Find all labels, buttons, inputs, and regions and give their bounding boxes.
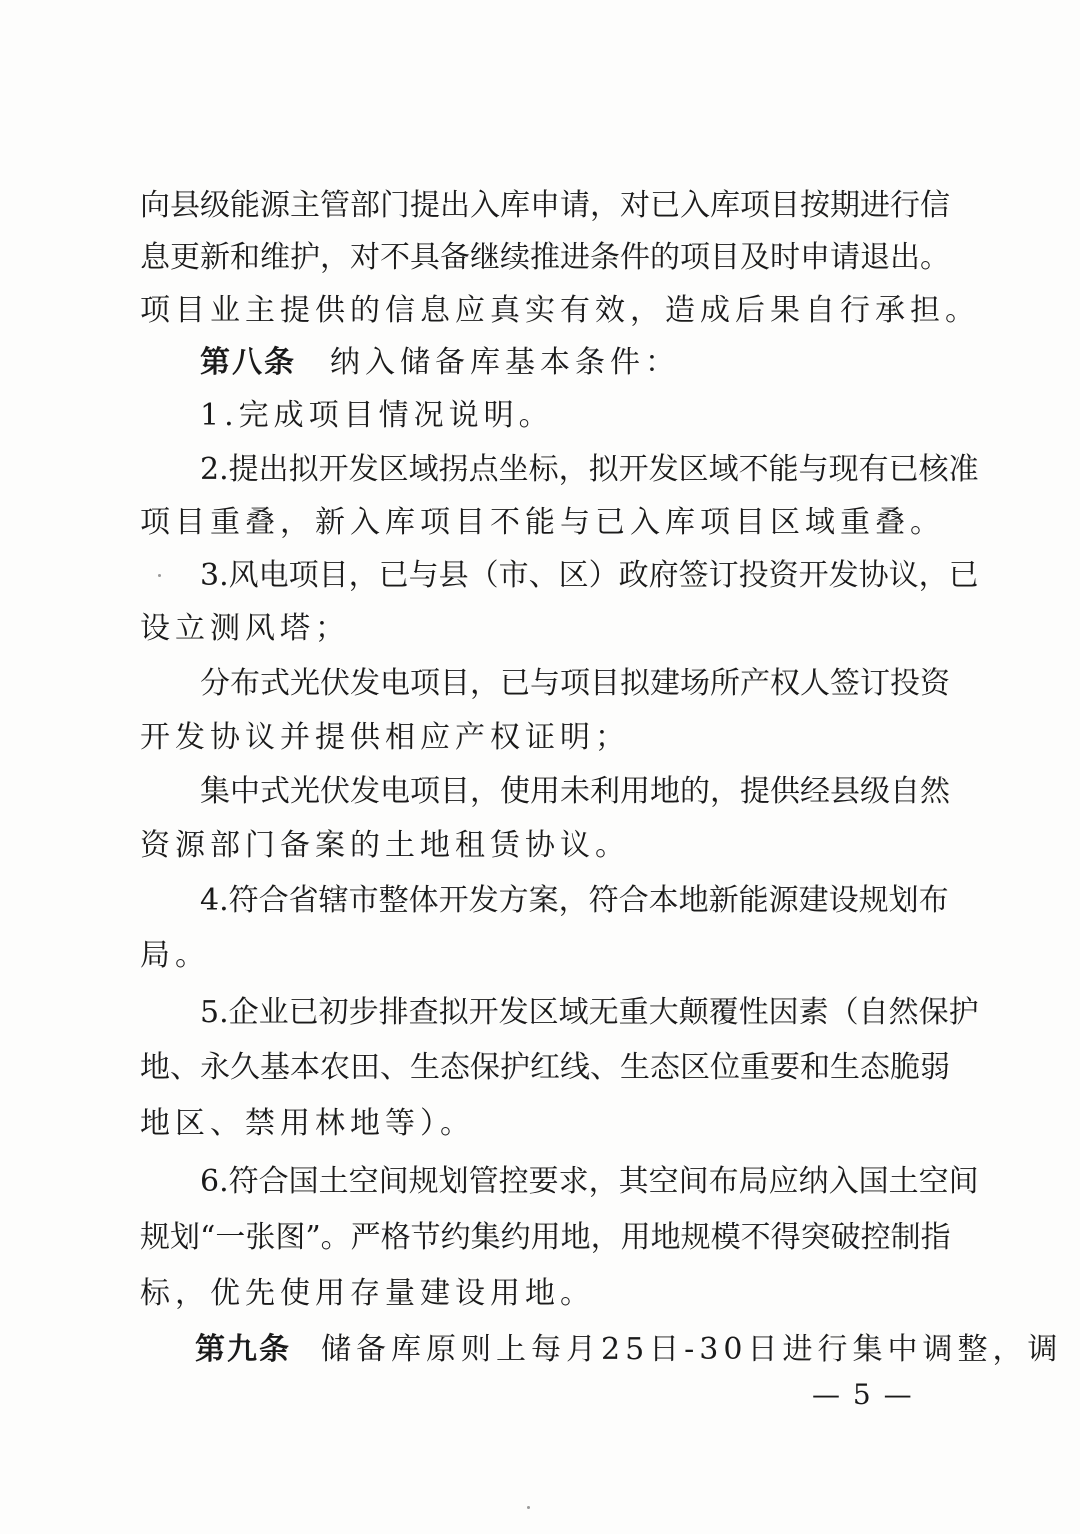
text-line: 项目重叠，新入库项目不能与已入库项目区域重叠。 (140, 505, 945, 540)
article-heading: 第九条 (195, 1332, 291, 1367)
text-line: 资源部门备案的土地租赁协议。 (140, 828, 630, 863)
page-number: — 5 — (812, 1378, 914, 1411)
text-line: 息更新和维护，对不具备继续推进条件的项目及时申请退出。 (140, 240, 950, 275)
text-line: 6.符合国土空间规划管控要求，其空间布局应纳入国土空间 (200, 1164, 979, 1199)
article-text: 纳入储备库基本条件： (330, 345, 680, 380)
text-line: 向县级能源主管部门提出入库申请，对已入库项目按期进行信 (140, 188, 950, 223)
text-line: 5.企业已初步排查拟开发区域无重大颠覆性因素（自然保护 (200, 995, 979, 1030)
article-9 (195, 1330, 1063, 1370)
text-line: 地区、禁用林地等）。 (140, 1106, 475, 1141)
article-heading: 第八条 (200, 345, 296, 380)
article-text: 储备库原则上每月25日-30日进行集中调整，调 (321, 1332, 1063, 1367)
text-line: 标，优先使用存量建设用地。 (140, 1276, 595, 1311)
article-8 (200, 343, 940, 383)
text-line: 设立测风塔； (140, 611, 350, 646)
text-line: 2.提出拟开发区域拐点坐标，拟开发区域不能与现有已核准 (200, 452, 979, 487)
text-line: 规划“一张图”。严格节约集约用地，用地规模不得突破控制指 (140, 1220, 951, 1255)
text-line: 局。 (140, 938, 210, 973)
text-line: 开发协议并提供相应产权证明； (140, 720, 630, 755)
text-line: 地、永久基本农田、生态保护红线、生态区位重要和生态脆弱 (140, 1050, 950, 1085)
scan-speck (158, 574, 161, 577)
scan-speck (527, 1506, 530, 1509)
text-line: 4.符合省辖市整体开发方案，符合本地新能源建设规划布 (200, 883, 949, 918)
text-line: 3.风电项目，已与县（市、区）政府签订投资开发协议，已 (200, 558, 979, 593)
text-line: 集中式光伏发电项目，使用未利用地的，提供经县级自然 (200, 774, 950, 809)
text-line: 项目业主提供的信息应真实有效，造成后果自行承担。 (140, 293, 980, 328)
text-line: 分布式光伏发电项目，已与项目拟建场所产权人签订投资 (200, 666, 950, 701)
text-line: 1.完成项目情况说明。 (200, 398, 554, 433)
